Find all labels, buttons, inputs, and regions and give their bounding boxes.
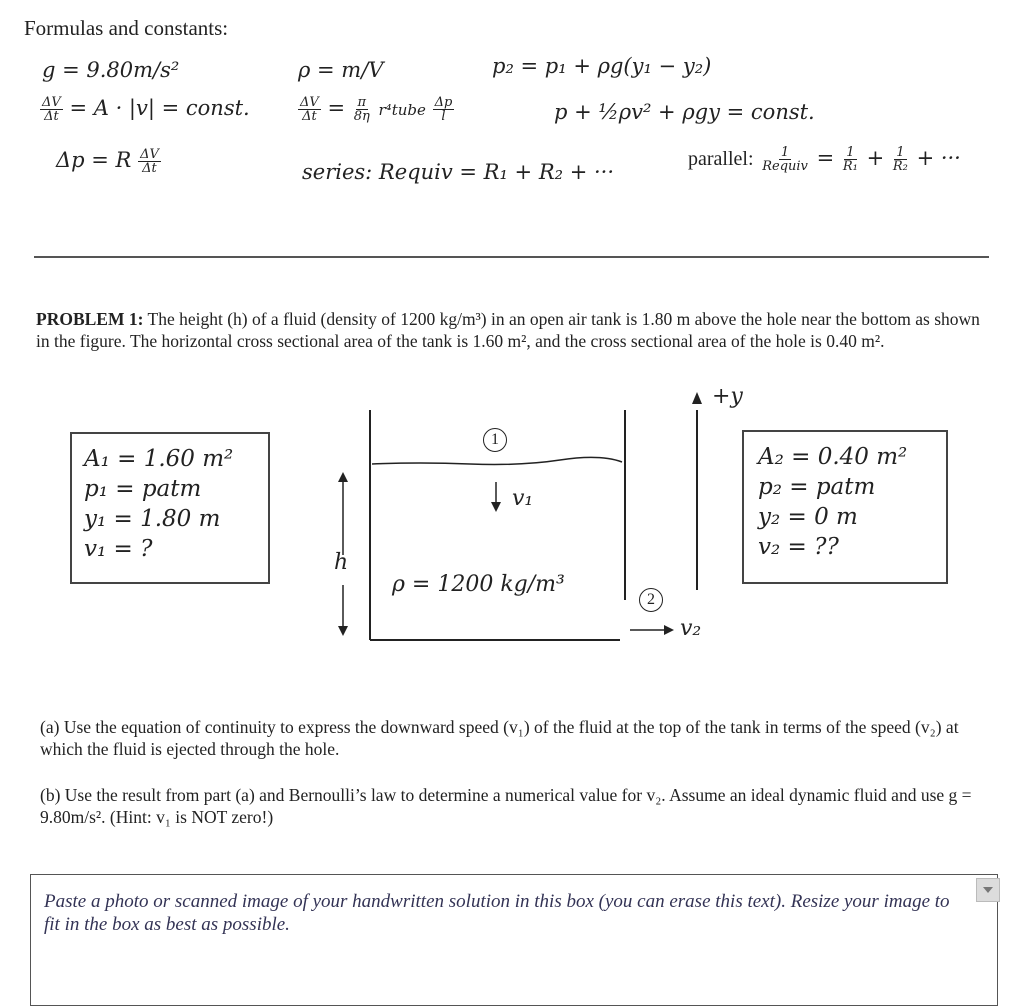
question-b-label: (b) xyxy=(40,785,61,805)
h-arrowhead-down xyxy=(338,626,348,636)
frac-num: 1 xyxy=(846,145,855,160)
frac-num: Δp xyxy=(434,95,453,110)
area-1: A₁ = 1.60 m² xyxy=(84,446,234,472)
point-1-values-box xyxy=(70,432,270,584)
point-2-marker: 2 xyxy=(639,588,663,612)
frac-num: ΔV xyxy=(42,95,61,110)
resistance-lhs: Δp = R xyxy=(56,148,132,172)
speed-2: v₂ = ?? xyxy=(758,534,839,560)
v2-arrowhead xyxy=(664,625,674,635)
frac-dv-dt xyxy=(298,96,321,123)
frac-den: R₁ xyxy=(842,159,858,174)
frac-den: R₂ xyxy=(892,159,908,174)
problem-statement xyxy=(36,308,991,352)
h-arrowhead-up xyxy=(338,472,348,482)
question-b xyxy=(40,784,990,828)
problem-heading: PROBLEM 1: xyxy=(36,309,144,329)
v1-label: v₁ xyxy=(512,486,534,511)
answer-box-placeholder[interactable]: Paste a photo or scanned image of your handwritten solution in this box (you can erase this text). Resize your image to fit in the box as best as possible. xyxy=(44,891,950,935)
height-1: y₁ = 1.80 m xyxy=(84,506,221,532)
density-label: ρ = 1200 kg/m³ xyxy=(392,572,565,597)
frac-den: l xyxy=(441,109,446,124)
question-a-text: Use the equation of continuity to express the downward speed (v₁) of the fluid at the top of the tank in terms of the speed (v₂) at which the fluid is ejected through the hole. xyxy=(40,717,959,759)
frac-dp-l xyxy=(433,96,455,123)
frac-den: Δt xyxy=(44,109,59,124)
question-b-text: Use the result from part (a) and Bernoulli’s law to determine a numerical value for v₂. Assume an ideal dynamic fluid and use g = 9.80m/s². (Hint: v₁ is NOT zero!) xyxy=(40,785,972,827)
parallel-label: parallel: xyxy=(688,148,754,170)
y-axis-label: +y xyxy=(712,384,743,409)
frac-pi-8eta xyxy=(352,96,372,123)
y-axis-arrowhead xyxy=(692,392,702,404)
formula-parallel xyxy=(688,146,961,173)
fluid-surface xyxy=(372,457,622,464)
section-divider xyxy=(34,256,989,258)
frac-dv-dt xyxy=(40,96,63,123)
v2-label: v₂ xyxy=(680,616,702,641)
frac-dv-dt xyxy=(138,148,161,175)
parallel-rhs: + ··· xyxy=(916,146,961,170)
formula-poiseuille xyxy=(298,96,454,123)
frac-den: Requiv xyxy=(762,159,808,174)
formula-series: series: Requiv = R₁ + R₂ + ··· xyxy=(302,160,615,184)
frac-den: 8η xyxy=(353,109,370,124)
point-2-values-box xyxy=(742,430,948,584)
frac-den: Δt xyxy=(302,109,317,124)
frac-1-r1 xyxy=(841,146,860,173)
parallel-plus: + xyxy=(866,146,885,170)
point-1-marker: 1 xyxy=(483,428,507,452)
formula-continuity xyxy=(40,96,250,123)
frac-1-r2 xyxy=(891,146,910,173)
v1-arrowhead xyxy=(491,502,501,512)
formulas-title: Formulas and constants: xyxy=(24,16,229,40)
frac-num: ΔV xyxy=(140,147,159,162)
answer-box-menu-button[interactable] xyxy=(976,878,1000,902)
pressure-1: p₁ = patm xyxy=(84,476,202,502)
parallel-equals: = xyxy=(816,146,835,170)
area-2: A₂ = 0.40 m² xyxy=(758,444,908,470)
problem-text: The height (h) of a fluid (density of 1200 kg/m³) in an open air tank is 1.80 m above the hole near the bottom as shown in the figure. The horizontal cross sectional area of the tank is 1.60 m², and the cross sectional area of the hole is 0.40 m². xyxy=(36,309,980,351)
formula-bernoulli: p + ½ρv² + ρgy = const. xyxy=(554,100,815,124)
formula-resistance xyxy=(56,148,161,175)
height-2: y₂ = 0 m xyxy=(758,504,858,530)
frac-num: 1 xyxy=(896,145,905,160)
speed-1: v₁ = ? xyxy=(84,536,153,562)
frac-1-requiv xyxy=(760,146,810,173)
height-label: h xyxy=(334,550,349,575)
frac-num: π xyxy=(357,95,367,110)
frac-den: Δt xyxy=(142,161,157,176)
question-a-label: (a) xyxy=(40,717,60,737)
formula-gravity: g = 9.80m/s² xyxy=(42,58,180,82)
formula-pressure-depth: p₂ = p₁ + ρg(y₁ − y₂) xyxy=(492,54,712,78)
pressure-2: p₂ = patm xyxy=(758,474,876,500)
continuity-rhs: = A · |v| = const. xyxy=(69,96,250,120)
poiseuille-radius: r⁴tube xyxy=(378,101,426,119)
question-a xyxy=(40,716,990,760)
poiseuille-equals: = xyxy=(327,96,346,120)
frac-num: 1 xyxy=(780,145,790,160)
formula-density: ρ = m/V xyxy=(298,58,384,82)
frac-num: ΔV xyxy=(300,95,319,110)
